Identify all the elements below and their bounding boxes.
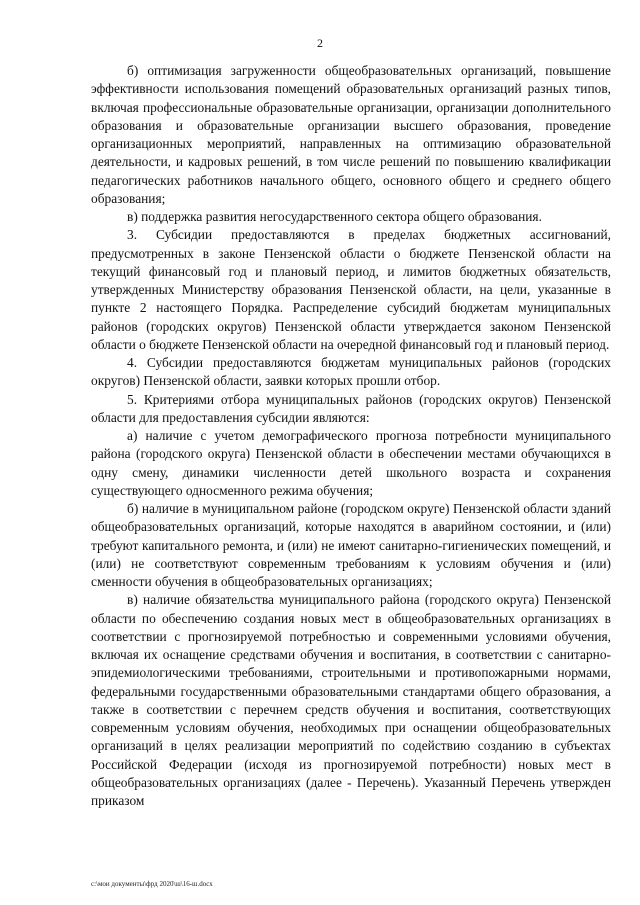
paragraph-5: 5. Критериями отбора муниципальных районов (городских округов) Пензенской области для предоставления субсидии являются: [91,391,611,425]
paragraph-2b: б) оптимизация загруженности общеобразовательных организаций, повышение эффективности использования помещений образовательных организаций разных типов, включая профессиональные образовательные организации, организации дополнительного образования и образовательные организации высшего образования, проведение организационных мероприятий, направленных на оптимизацию образовательной деятельности, и кадровых решений, в том числе решений по повышению квалификации педагогических работников начального общего, основного общего и среднего общего образования; [91,63,611,206]
paragraph-5v: в) наличие обязательства муниципального района (городского округа) Пензенской области по обеспечению создания новых мест в общеобразовательных организациях в соответствии с прогнозируемой потребностью и современными условиями обучения, включая их оснащение средствами обучения и воспитания, в соответствии с санитарно-эпидемиологическими требованиями, строительными и противопожарными нормами, федеральными государственными образовательными стандартами общего образования, а также в соответствии с перечнем средств обучения и воспитания, соответствующих современным условиям обучения, необходимых при оснащении общеобразовательных организаций в целях реализации мероприятий по содействию созданию в субъектах Российской Федерации (исходя из прогнозируемой потребности) новых мест в общеобразовательных организациях (далее - Перечень). Указанный Перечень утвержден приказом [91,592,611,808]
file-path-footer: c:\мои документы\фрд 2020\ш\16-ш.docx [91,880,213,888]
paragraph-2v: в) поддержка развития негосударственного сектора общего образования. [127,209,542,224]
document-body [91,62,611,810]
paragraph-5b: б) наличие в муниципальном районе (городском округе) Пензенской области зданий общеобразовательных организаций, которые находятся в аварийном состоянии, и (или) требуют капитального ремонта, и (или) не имеют санитарно-гигиенических помещений, и (или) не соответствуют современным требованиям к условиям обучения и (или) сменности обучения в общеобразовательных организациях; [91,501,611,589]
paragraph-4: 4. Субсидии предоставляются бюджетам муниципальных районов (городских округов) Пензенской области, заявки которых прошли отбор. [91,355,611,389]
paragraph-3: 3. Субсидии предоставляются в пределах бюджетных ассигнований, предусмотренных в законе Пензенской области о бюджете Пензенской области на текущий финансовый год и плановый период, и лимитов бюджетных обязательств, утвержденных Министерству образования Пензенской области, на цели, указанные в пункте 2 настоящего Порядка. Распределение субсидий бюджетам муниципальных районов (городских округов) Пензенской области утверждается законом Пензенской области о бюджете Пензенской области на очередной финансовый год и плановый период. [91,227,611,352]
paragraph-5a: а) наличие с учетом демографического прогноза потребности муниципального района (городского округа) Пензенской области в обеспечении местами обучающихся в одну смену, динамики численности детей школьного возраста и сохранения существующего односменного режима обучения; [91,428,611,498]
page-number: 2 [317,36,323,50]
